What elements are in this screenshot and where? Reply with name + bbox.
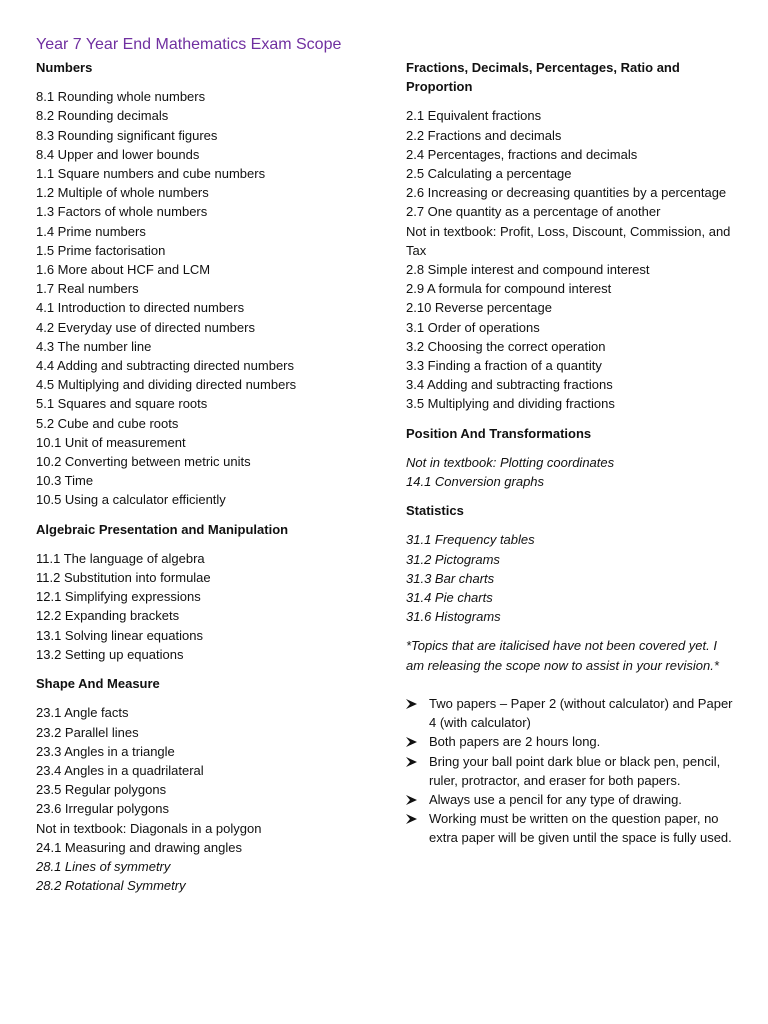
topic-item: 2.2 Fractions and decimals bbox=[406, 127, 562, 143]
topic-item: 1.1 Square numbers and cube numbers bbox=[36, 166, 266, 182]
topic-item: 2.6 Increasing or decreasing quantities by a percentage bbox=[406, 185, 727, 201]
topic-item: 2.4 Percentages, fractions and decimals bbox=[406, 146, 638, 162]
topic-item: 23.4 Angles in a quadrilateral bbox=[36, 762, 204, 778]
topic-item: 11.2 Substitution into formulae bbox=[36, 570, 211, 586]
topic-list bbox=[36, 549, 381, 664]
topic-item: 2.9 A formula for compound interest bbox=[406, 281, 612, 297]
section-heading: Shape And Measure bbox=[36, 676, 160, 692]
section-heading: Statistics bbox=[406, 503, 464, 519]
topic-item: 2.7 One quantity as a percentage of another bbox=[406, 204, 661, 220]
topic-item: 8.2 Rounding decimals bbox=[36, 108, 169, 124]
topic-list bbox=[406, 530, 736, 626]
topic-item: 14.1 Conversion graphs bbox=[406, 474, 545, 490]
document-title: Year 7 Year End Mathematics Exam Scope bbox=[36, 36, 342, 53]
right-column bbox=[406, 58, 736, 848]
topic-item: 1.5 Prime factorisation bbox=[36, 242, 166, 258]
arrowhead-bullet-icon bbox=[406, 737, 417, 747]
topic-item: 4.4 Adding and subtracting directed numbers bbox=[36, 358, 295, 374]
topic-item: 1.7 Real numbers bbox=[36, 281, 139, 297]
arrowhead-bullet-icon bbox=[406, 795, 417, 805]
topic-item: 8.3 Rounding significant figures bbox=[36, 127, 218, 143]
exam-info-item bbox=[406, 809, 736, 847]
section-heading: Fractions, Decimals, Percentages, Ratio and Proportion bbox=[406, 60, 680, 95]
topic-item: 1.2 Multiple of whole numbers bbox=[36, 185, 209, 201]
topic-item: 2.5 Calculating a percentage bbox=[406, 166, 572, 182]
topic-item: Not in textbook: Profit, Loss, Discount, Commission, and Tax bbox=[406, 223, 731, 258]
topic-item: 23.1 Angle facts bbox=[36, 705, 129, 721]
topic-item: 23.3 Angles in a triangle bbox=[36, 743, 175, 759]
exam-info-text: Bring your ball point dark blue or black pen, pencil, ruler, protractor, and eraser for both papers. bbox=[429, 753, 721, 788]
topic-item: 8.1 Rounding whole numbers bbox=[36, 89, 206, 105]
topic-item: Not in textbook: Plotting coordinates bbox=[406, 454, 615, 470]
topic-item: 1.3 Factors of whole numbers bbox=[36, 204, 208, 220]
section-numbers bbox=[36, 58, 381, 510]
topic-item: 23.6 Irregular polygons bbox=[36, 801, 169, 817]
section-heading: Numbers bbox=[36, 60, 93, 75]
topic-item: 4.3 The number line bbox=[36, 338, 152, 354]
topic-item: 10.5 Using a calculator efficiently bbox=[36, 492, 226, 508]
topic-item: Not in textbook: Diagonals in a polygon bbox=[36, 820, 262, 836]
topic-item: 31.3 Bar charts bbox=[406, 570, 495, 586]
exam-info-text: Working must be written on the question paper, no extra paper will be given until the space is fully used. bbox=[429, 811, 732, 846]
topic-item: 4.5 Multiplying and dividing directed numbers bbox=[36, 377, 297, 393]
section-heading: Algebraic Presentation and Manipulation bbox=[36, 521, 289, 537]
exam-info-item bbox=[406, 694, 736, 732]
arrowhead-bullet-icon bbox=[406, 814, 417, 824]
exam-info-item bbox=[406, 732, 736, 751]
exam-info-text: Always use a pencil for any type of drawing. bbox=[429, 791, 682, 807]
section-heading: Position And Transformations bbox=[406, 425, 592, 441]
topic-item: 4.1 Introduction to directed numbers bbox=[36, 300, 245, 316]
topic-item: 2.1 Equivalent fractions bbox=[406, 108, 542, 124]
topic-item: 12.2 Expanding brackets bbox=[36, 608, 180, 624]
exam-info-list bbox=[406, 694, 736, 848]
topic-item: 31.1 Frequency tables bbox=[406, 532, 535, 548]
left-column bbox=[36, 58, 381, 905]
topic-item: 31.6 Histograms bbox=[406, 609, 501, 625]
topic-item: 8.4 Upper and lower bounds bbox=[36, 146, 200, 162]
section-fractions-decimals-percentages-ratio-and-proportion bbox=[406, 58, 736, 414]
topic-list bbox=[36, 87, 381, 509]
topic-item: 31.2 Pictograms bbox=[406, 551, 500, 567]
topic-item: 28.2 Rotational Symmetry bbox=[36, 878, 186, 894]
topic-item: 11.1 The language of algebra bbox=[36, 550, 205, 566]
topic-item: 3.4 Adding and subtracting fractions bbox=[406, 377, 613, 393]
topic-item: 13.2 Setting up equations bbox=[36, 646, 184, 662]
exam-info-item bbox=[406, 752, 736, 790]
topic-item: 23.2 Parallel lines bbox=[36, 724, 139, 740]
topic-item: 24.1 Measuring and drawing angles bbox=[36, 839, 242, 855]
exam-info-item bbox=[406, 790, 736, 809]
topic-item: 1.6 More about HCF and LCM bbox=[36, 262, 211, 278]
exam-info-text: Two papers – Paper 2 (without calculator) and Paper 4 (with calculator) bbox=[429, 695, 733, 731]
topic-item: 4.2 Everyday use of directed numbers bbox=[36, 319, 255, 335]
topic-item: 10.1 Unit of measurement bbox=[36, 434, 186, 450]
arrowhead-bullet-icon bbox=[406, 699, 417, 709]
topic-list bbox=[36, 703, 381, 895]
topic-item: 3.5 Multiplying and dividing fractions bbox=[406, 396, 615, 412]
topic-item: 2.10 Reverse percentage bbox=[406, 300, 552, 316]
topic-list bbox=[406, 453, 736, 491]
exam-info-text: Both papers are 2 hours long. bbox=[429, 734, 601, 750]
section-position-and-transformations bbox=[406, 424, 736, 492]
topic-item: 28.1 Lines of symmetry bbox=[36, 858, 171, 874]
arrowhead-bullet-icon bbox=[406, 757, 417, 767]
right-sections bbox=[406, 58, 736, 626]
topic-list bbox=[406, 106, 736, 413]
topic-item: 23.5 Regular polygons bbox=[36, 782, 167, 798]
topic-item: 3.2 Choosing the correct operation bbox=[406, 338, 606, 354]
topic-item: 5.2 Cube and cube roots bbox=[36, 415, 179, 431]
section-algebraic-presentation-and-manipulation bbox=[36, 520, 381, 664]
topic-item: 5.1 Squares and square roots bbox=[36, 396, 208, 412]
topic-item: 31.4 Pie charts bbox=[406, 590, 493, 606]
topic-item: 10.2 Converting between metric units bbox=[36, 454, 251, 470]
section-statistics bbox=[406, 501, 736, 626]
topic-item: 2.8 Simple interest and compound interest bbox=[406, 262, 650, 278]
topic-item: 1.4 Prime numbers bbox=[36, 223, 146, 239]
topic-item: 3.1 Order of operations bbox=[406, 319, 540, 335]
italic-note: *Topics that are italicised have not been covered yet. I am releasing the scope now to assist in your revision.* bbox=[406, 638, 719, 673]
topic-item: 3.3 Finding a fraction of a quantity bbox=[406, 358, 602, 374]
topic-item: 10.3 Time bbox=[36, 473, 94, 489]
section-shape-and-measure bbox=[36, 674, 381, 895]
topic-item: 12.1 Simplifying expressions bbox=[36, 589, 201, 605]
topic-item: 13.1 Solving linear equations bbox=[36, 627, 203, 643]
